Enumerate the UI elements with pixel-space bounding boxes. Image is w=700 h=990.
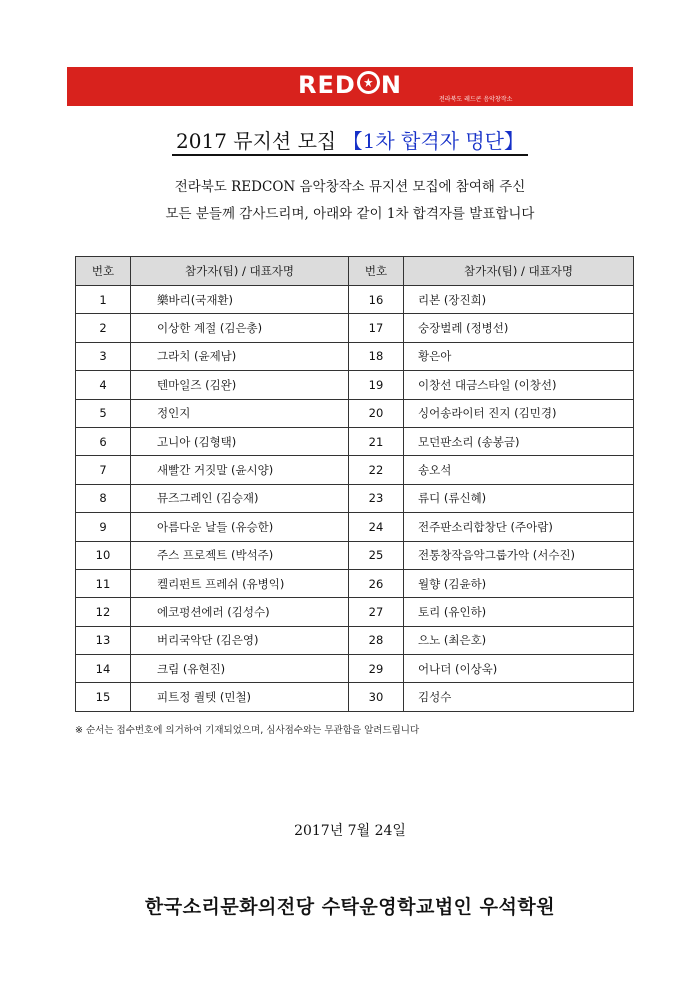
- row-number: 26: [349, 569, 404, 597]
- participant-name: 전주판소리합창단 (주아람): [404, 513, 634, 541]
- row-number: 24: [349, 513, 404, 541]
- organization-name: 한국소리문화의전당 수탁운영학교법인 우석학원: [144, 896, 556, 918]
- participant-name: 텐마일즈 (김완): [131, 371, 349, 399]
- header-banner: [67, 67, 633, 106]
- table-row: [76, 314, 634, 342]
- footnote: ※ 순서는 접수번호에 의거하여 기재되었으며, 심사점수와는 무관함을 알려드립니다: [75, 725, 420, 736]
- participant-name: 에코펑션에러 (김성수): [131, 598, 349, 626]
- redcon-logo: [67, 71, 633, 97]
- logo-subtitle: 전라북도 레드콘 음악창작소: [439, 96, 513, 103]
- intro-line-1: 전라북도 REDCON 음악창작소 뮤지션 모집에 참여해 주신: [174, 179, 526, 195]
- participant-name: 싱어송라이터 진지 (김민경): [404, 399, 634, 427]
- row-number: 11: [76, 569, 131, 597]
- table-row: [76, 569, 634, 597]
- participant-name: 김성수: [404, 683, 634, 711]
- participant-name: 황은아: [404, 342, 634, 370]
- row-number: 23: [349, 484, 404, 512]
- title-prefix: 2017 뮤지션 모집: [176, 129, 343, 153]
- logo-text-left: RED: [298, 71, 356, 99]
- table-row: [76, 371, 634, 399]
- participant-name: 버리국악단 (김은영): [131, 626, 349, 654]
- participant-name: 전통창작음악그룹가악 (서수진): [404, 541, 634, 569]
- table-row: [76, 456, 634, 484]
- table-row: [76, 598, 634, 626]
- participant-name: 켈리펀트 프레쉬 (유병익): [131, 569, 349, 597]
- page-title: [0, 128, 700, 156]
- table-row: [76, 683, 634, 711]
- participant-name: 樂바리(국재환): [131, 286, 349, 314]
- participant-name: 뮤즈그레인 (김승재): [131, 484, 349, 512]
- participant-name: 토리 (유인하): [404, 598, 634, 626]
- table-row: [76, 655, 634, 683]
- participant-name: 아름다운 날들 (유승한): [131, 513, 349, 541]
- participant-name: 류디 (류신혜): [404, 484, 634, 512]
- participant-name: 모던판소리 (송봉금): [404, 427, 634, 455]
- row-number: 10: [76, 541, 131, 569]
- table-row: [76, 427, 634, 455]
- participant-name: 새빨간 거짓말 (윤시양): [131, 456, 349, 484]
- participant-name: 정인지: [131, 399, 349, 427]
- header-participant-right: 참가자(팀) / 대표자명: [404, 257, 634, 286]
- row-number: 1: [76, 286, 131, 314]
- participant-name: 리본 (장진희): [404, 286, 634, 314]
- table-row: [76, 513, 634, 541]
- title-highlight: 【1차 합격자 명단】: [342, 129, 524, 153]
- participant-name: 으노 (최은호): [404, 626, 634, 654]
- row-number: 15: [76, 683, 131, 711]
- participant-name: 어나더 (이상욱): [404, 655, 634, 683]
- participant-name: 주스 프로젝트 (박석주): [131, 541, 349, 569]
- row-number: 4: [76, 371, 131, 399]
- participant-name: 숭장벌레 (정병선): [404, 314, 634, 342]
- row-number: 18: [349, 342, 404, 370]
- row-number: 5: [76, 399, 131, 427]
- header-number-right: 번호: [349, 257, 404, 286]
- row-number: 9: [76, 513, 131, 541]
- row-number: 8: [76, 484, 131, 512]
- row-number: 7: [76, 456, 131, 484]
- logo-star-ring-icon: [357, 71, 380, 94]
- row-number: 19: [349, 371, 404, 399]
- row-number: 14: [76, 655, 131, 683]
- table-row: [76, 399, 634, 427]
- table-row: [76, 541, 634, 569]
- intro-text: [0, 174, 700, 228]
- participant-name: 크림 (유현진): [131, 655, 349, 683]
- table-row: [76, 484, 634, 512]
- row-number: 2: [76, 314, 131, 342]
- table-row: [76, 626, 634, 654]
- row-number: 27: [349, 598, 404, 626]
- header-number-left: 번호: [76, 257, 131, 286]
- row-number: 16: [349, 286, 404, 314]
- row-number: 21: [349, 427, 404, 455]
- row-number: 12: [76, 598, 131, 626]
- announcement-date: 2017년 7월 24일: [294, 823, 406, 839]
- participant-name: 이상한 계절 (김은총): [131, 314, 349, 342]
- header-participant-left: 참가자(팀) / 대표자명: [131, 257, 349, 286]
- row-number: 17: [349, 314, 404, 342]
- row-number: 28: [349, 626, 404, 654]
- logo-text-right: N: [380, 71, 402, 99]
- intro-line-2: 모든 분들께 감사드리며, 아래와 같이 1차 합격자를 발표합니다: [165, 206, 535, 222]
- results-table: [75, 256, 634, 712]
- participant-name: 피트정 퀄텟 (민철): [131, 683, 349, 711]
- row-number: 13: [76, 626, 131, 654]
- participant-name: 이창선 대금스타일 (이창선): [404, 371, 634, 399]
- row-number: 29: [349, 655, 404, 683]
- row-number: 3: [76, 342, 131, 370]
- participant-name: 월향 (김윤하): [404, 569, 634, 597]
- participant-name: 고니아 (김형택): [131, 427, 349, 455]
- row-number: 6: [76, 427, 131, 455]
- row-number: 25: [349, 541, 404, 569]
- participant-name: 그라치 (윤제남): [131, 342, 349, 370]
- participant-name: 송오석: [404, 456, 634, 484]
- table-row: [76, 342, 634, 370]
- table-row: [76, 286, 634, 314]
- table-header-row: [76, 257, 634, 286]
- row-number: 20: [349, 399, 404, 427]
- row-number: 22: [349, 456, 404, 484]
- row-number: 30: [349, 683, 404, 711]
